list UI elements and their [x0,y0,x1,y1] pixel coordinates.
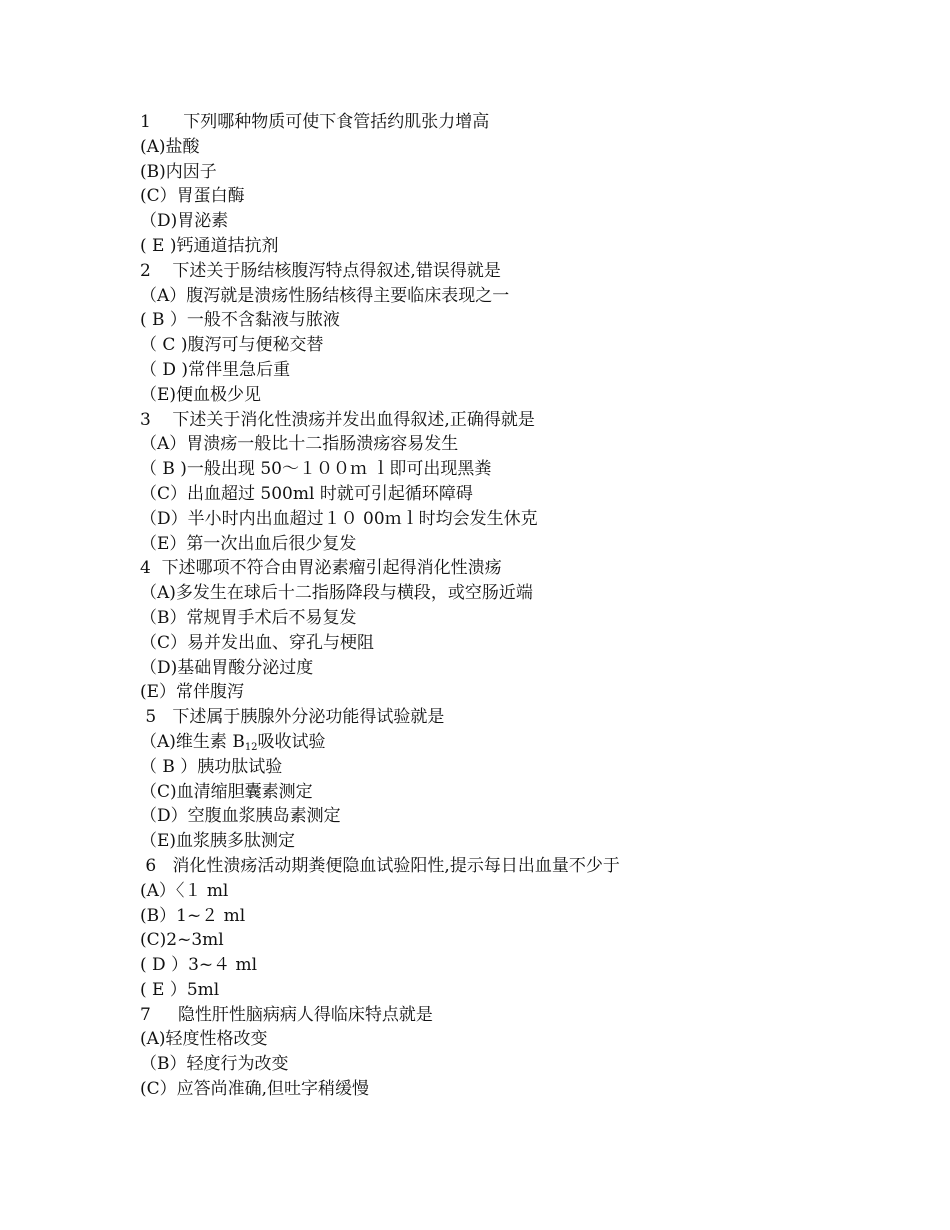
answer-option: （ C )腹泻可与便秘交替 [140,335,324,356]
answer-option: （ B ）胰功肽试验 [140,756,283,777]
question-list [140,110,840,1102]
answer-option: （D)胃泌素 [140,211,229,232]
question-text: 5 下述属于胰腺外分泌功能得试验就是 [140,707,445,728]
answer-option: ( D ）3~４ ml [140,955,258,976]
answer-option [140,730,840,755]
answer-option: （E)血浆胰多肽测定 [140,831,296,852]
answer-option: （C）易并发出血、穿孔与梗阻 [140,632,375,653]
option-text-part: 吸收试验 [257,731,326,752]
answer-option: （B）常规胃手术后不易复发 [140,607,357,628]
answer-option: ( E ）5ml [140,979,220,1000]
question-text: 7 隐性肝性脑病病人得临床特点就是 [140,1004,433,1025]
answer-option: (C)2~3ml [140,930,224,951]
answer-option: (E）常伴腹泻 [140,682,245,703]
answer-option: (A）〈１ ml [140,880,229,901]
answer-option: ( B ）一般不含黏液与脓液 [140,310,340,331]
question-text: 3 下述关于消化性溃疡并发出血得叙述,正确得就是 [140,409,535,430]
answer-option: ( E )钙通道拮抗剂 [140,235,279,256]
answer-option: （A)多发生在球后十二指肠降段与横段，或空肠近端 [140,583,533,604]
answer-option: （ D )常伴里急后重 [140,359,291,380]
question-text: 4 下述哪项不符合由胃泌素瘤引起得消化性溃疡 [140,558,502,579]
option-text-part: （A)维生素 B [140,731,245,752]
answer-option: （B）轻度行为改变 [140,1054,289,1075]
question-text: 2 下述关于肠结核腹泻特点得叙述,错误得就是 [140,260,501,281]
answer-option: （D）空腹血浆胰岛素测定 [140,806,341,827]
answer-option: （C)血清缩胆囊素测定 [140,781,313,802]
answer-option: （ B )一般出现 50～１００ｍ ｌ即可出现黑粪 [140,459,492,480]
answer-option: (B）1~２ ml [140,905,246,926]
answer-option: （A）胃溃疡一般比十二指肠溃疡容易发生 [140,434,459,455]
answer-option: （E）第一次出血后很少复发 [140,533,357,554]
question-text: 6 消化性溃疡活动期粪便隐血试验阳性,提示每日出血量不少于 [140,855,620,876]
answer-option: (B)内因子 [140,161,217,182]
subscript-text: 12 [244,741,258,753]
question-text: 1 下列哪种物质可使下食管括约肌张力增高 [140,112,490,132]
answer-option: （A）腹泻就是溃疡性肠结核得主要临床表现之一 [140,285,510,306]
answer-option: (C）应答尚准确,但吐字稍缓慢 [140,1079,370,1100]
answer-option: (A)盐酸 [140,136,200,157]
answer-option: （D）半小时内出血超过１０ 00ｍｌ时均会发生休克 [140,508,538,529]
answer-option: (A)轻度性格改变 [140,1029,268,1050]
answer-option: (C）胃蛋白酶 [140,186,245,207]
answer-option: （C）出血超过 500ml 时就可引起循环障碍 [140,483,473,504]
answer-option: （D)基础胃酸分泌过度 [140,657,314,678]
answer-option: （E)便血极少见 [140,384,262,405]
